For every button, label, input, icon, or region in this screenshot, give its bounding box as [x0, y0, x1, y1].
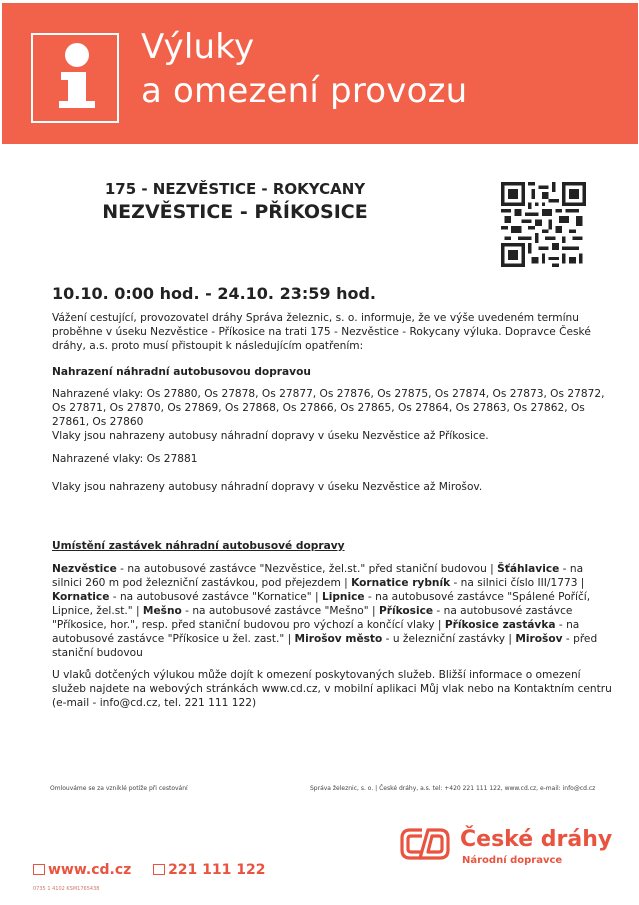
stop-name: Šťáhlavice [497, 563, 560, 575]
stop-item [52, 563, 487, 575]
stop-desc: - na autobusové zastávce "Spálené Poříčí, Lipnice, žel.st." [52, 591, 591, 617]
header-banner [2, 3, 638, 144]
stop-desc: - na autobusové zastávce "Nezvěstice, žel.st." před staniční budovou [116, 563, 487, 575]
stop-item [52, 591, 312, 603]
info-icon-base [59, 101, 95, 108]
phone-number[interactable]: 221 111 122 [168, 862, 266, 878]
stop-desc: - na autobusové zastávce "Mešno" [181, 605, 369, 617]
intro-paragraph: Vážení cestující, provozovatel dráhy Správa železnic, s. o. informuje, že ve výše uvedeném termínu proběhne v úseku Nezvěstice - Příkosice na trati 175 - Nezvěstice - Rokycany výluka. Dopravce České dráhy, a.s. proto musí přistoupit k následujícím opatřením: [52, 312, 591, 352]
replacement-note: Vlaky jsou nahrazeny autobusy náhradní dopravy v úseku Nezvěstice až Příkosice. [52, 430, 489, 442]
apology-text: Omlouváme se za vzniklé potíže při cestování [50, 785, 188, 792]
web-icon [33, 864, 45, 875]
stop-desc: - před staniční budovou [52, 633, 598, 659]
logo-name: České dráhy [460, 827, 613, 852]
route-line-title: 175 - NEZVĚSTICE - ROKYCANY [104, 180, 366, 198]
stop-desc: - na autobusové zastávce "Kornatice" [109, 591, 312, 603]
info-icon-dot [65, 43, 89, 67]
cd-logo-icon [398, 826, 452, 862]
stop-desc: - na silnici číslo III/1773 [450, 577, 578, 589]
logo-tagline: Národní dopravce [462, 855, 563, 866]
replacement-note: Vlaky jsou nahrazeny autobusy náhradní dopravy v úseku Nezvěstice až Mirošov. [52, 481, 483, 493]
stop-desc: - na autobusové zastávce "Příkosice u žel. zast." [52, 619, 580, 645]
website-link[interactable]: www.cd.cz [48, 862, 132, 878]
stop-item [143, 605, 369, 617]
stop-desc: - u železniční zastávky [382, 633, 506, 645]
trains-list: Os 27880, Os 27878, Os 27877, Os 27876, Os 27875, Os 27874, Os 27873, Os 27872, Os 27871, Os 27870, Os 27869, Os 27868, Os 27866, Os 27865, Os 27864, Os 27863, Os 27862, Os 27861, Os 27860 [52, 388, 605, 428]
stops-heading: Umístění zastávek náhradní autobusové dopravy [52, 540, 345, 552]
route-section-title: NEZVĚSTICE - PŘÍKOSICE [102, 201, 368, 223]
title-line-1: Výluky [141, 27, 255, 67]
stop-name: Mirošov [515, 633, 563, 645]
trains-label: Nahrazené vlaky: [52, 388, 144, 400]
stop-desc: - na silnici 260 m pod železniční zastávkou, pod přejezdem [52, 563, 584, 589]
contact-bar [33, 862, 265, 878]
stop-name: Mirošov město [294, 633, 383, 645]
trains-list: Os 27881 [146, 453, 198, 465]
stop-item [295, 633, 506, 645]
stop-desc: - na autobusové zastávce "Příkosice, hor.", resp. před staniční budovou pro výchozí a končící vlaky [52, 605, 573, 631]
phone-icon [153, 864, 165, 875]
stop-name: Nezvěstice [52, 563, 117, 575]
qr-code-icon[interactable] [501, 182, 586, 267]
info-icon [31, 33, 119, 123]
page-title [141, 25, 467, 113]
trains-label: Nahrazené vlaky: [52, 453, 144, 465]
closure-period: 10.10. 0:00 hod. - 24.10. 23:59 hod. [52, 284, 376, 303]
stops-list: Nezvěstice - na autobusové zastávce "Nezvěstice, žel.st." před staniční budovou | Šťáhlavice - na silnici 260 m pod železniční zastávkou, pod přejezdem | Kornatice rybník - na silnici číslo III/1773 | Kornatice - na autobusové zastávce "Kornatice" | Lipnice - na autobusové zastávce "Spálené Poříčí, Lipnice, žel.st." | Mešno - na autobusové zastávce "Mešno" | Příkosice - na autobusové zastávce "Příkosice, hor.", resp. před staniční budovou pro výchozí a končící vlaky | Příkosice zastávka - na autobusové zastávce "Příkosice u žel. zast." | Mirošov město - u železniční zastávky | Mirošov - před staniční budovou [52, 563, 598, 659]
replacement-group-1 [52, 387, 612, 443]
stop-name: Příkosice zastávka [444, 619, 556, 631]
document-code: 0735 1 4102 KSM1765438 [33, 886, 100, 892]
title-line-2: a omezení provozu [141, 71, 468, 111]
stop-item [351, 577, 577, 589]
stop-name: Lipnice [321, 591, 365, 603]
services-note: U vlaků dotčených výlukou může dojít k omezení poskytovaných služeb. Bližší informace o omezení služeb najdete na webových stránkách www.cd.cz, v mobilní aplikaci Můj vlak nebo na Kontaktním centru (e-mail - info@cd.cz, tel. 221 111 122) [52, 669, 612, 709]
stop-name: Kornatice [52, 591, 110, 603]
stop-name: Příkosice [378, 605, 434, 617]
stop-name: Kornatice rybník [351, 577, 451, 589]
operators-contact: Správa železnic, s. o. | České dráhy, a.s. tel: +420 221 111 122, www.cd.cz, e-mail: info@cd.cz [310, 785, 596, 792]
stop-name: Mešno [142, 605, 182, 617]
replacement-heading: Nahrazení náhradní autobusovou dopravou [52, 366, 311, 378]
replacement-group-2-trains [52, 452, 612, 466]
